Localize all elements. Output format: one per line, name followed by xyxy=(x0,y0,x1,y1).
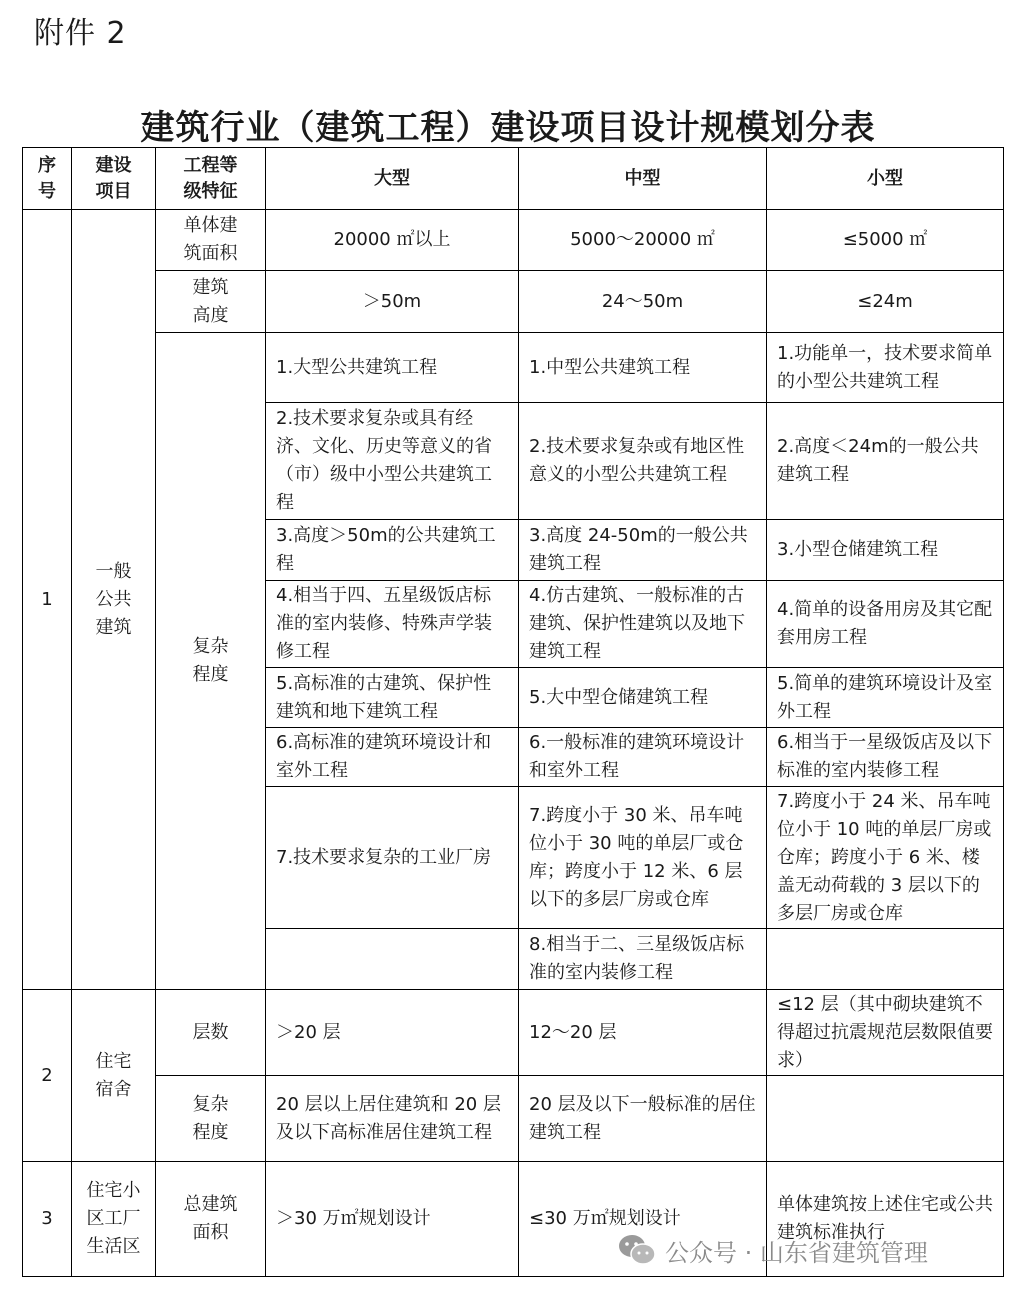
medium-cell: 5.大中型仓储建筑工程 xyxy=(519,668,767,728)
page-title: 建筑行业（建筑工程）建设项目设计规模划分表 xyxy=(140,108,876,148)
large-cell xyxy=(266,929,519,990)
seq-cell: 1 xyxy=(23,210,72,990)
small-cell: ≤24m xyxy=(767,271,1004,333)
medium-cell: 1.中型公共建筑工程 xyxy=(519,333,767,403)
medium-cell: ≤30 万㎡规划设计 xyxy=(519,1162,767,1277)
medium-cell: 3.高度 24-50m的一般公共建筑工程 xyxy=(519,520,767,581)
feature-cell: 总建筑面积 xyxy=(156,1162,266,1277)
table-row xyxy=(23,1076,1004,1162)
watermark-text: 公众号 · 山东省建筑管理 xyxy=(665,1238,928,1267)
feature-cell: 层数 xyxy=(156,990,266,1076)
design-scale-table xyxy=(22,147,1004,1277)
large-cell: 20000 ㎡以上 xyxy=(266,210,519,271)
attachment-label: 附件 2 xyxy=(34,16,127,51)
small-cell: 单体建筑按上述住宅或公共建筑标准执行 xyxy=(767,1162,1004,1277)
large-cell: ＞20 层 xyxy=(266,990,519,1076)
small-cell: 3.小型仓储建筑工程 xyxy=(767,520,1004,581)
medium-cell: 24～50m xyxy=(519,271,767,333)
feature-cell: 复杂程度 xyxy=(156,1076,266,1162)
project-cell: 一般公共建筑 xyxy=(72,210,156,990)
header-row xyxy=(23,148,1004,210)
large-cell: 3.高度＞50m的公共建筑工程 xyxy=(266,520,519,581)
header-feature: 工程等级特征 xyxy=(156,148,266,210)
medium-cell: 2.技术要求复杂或有地区性意义的小型公共建筑工程 xyxy=(519,403,767,520)
medium-cell: 4.仿古建筑、一般标准的古建筑、保护性建筑以及地下建筑工程 xyxy=(519,581,767,668)
small-cell: ≤12 层（其中砌块建筑不得超过抗震规范层数限值要求） xyxy=(767,990,1004,1076)
table-row xyxy=(23,333,1004,403)
header-seq: 序号 xyxy=(23,148,72,210)
feature-cell: 单体建筑面积 xyxy=(156,210,266,271)
small-cell xyxy=(767,1076,1004,1162)
medium-cell: 5000～20000 ㎡ xyxy=(519,210,767,271)
small-cell: 5.简单的建筑环境设计及室外工程 xyxy=(767,668,1004,728)
header-small: 小型 xyxy=(767,148,1004,210)
table-row xyxy=(23,990,1004,1076)
small-cell: 7.跨度小于 24 米、吊车吨位小于 10 吨的单层厂房或仓库；跨度小于 6 米、楼盖无动荷载的 3 层以下的多层厂房或仓库 xyxy=(767,787,1004,929)
small-cell: ≤5000 ㎡ xyxy=(767,210,1004,271)
wechat-icon xyxy=(617,1233,657,1267)
small-cell xyxy=(767,929,1004,990)
watermark xyxy=(617,1232,928,1268)
large-cell: 2.技术要求复杂或具有经济、文化、历史等意义的省（市）级中小型公共建筑工程 xyxy=(266,403,519,520)
medium-cell: 8.相当于二、三星级饭店标准的室内装修工程 xyxy=(519,929,767,990)
project-cell: 住宅小区工厂生活区 xyxy=(72,1162,156,1277)
small-cell: 4.简单的设备用房及其它配套用房工程 xyxy=(767,581,1004,668)
seq-cell: 2 xyxy=(23,990,72,1162)
large-cell: 7.技术要求复杂的工业厂房 xyxy=(266,787,519,929)
table-row xyxy=(23,271,1004,333)
large-cell: 20 层以上居住建筑和 20 层及以下高标准居住建筑工程 xyxy=(266,1076,519,1162)
project-cell: 住宅宿舍 xyxy=(72,990,156,1162)
table-row xyxy=(23,210,1004,271)
small-cell: 6.相当于一星级饭店及以下标准的室内装修工程 xyxy=(767,728,1004,787)
large-cell: 6.高标准的建筑环境设计和室外工程 xyxy=(266,728,519,787)
header-large: 大型 xyxy=(266,148,519,210)
medium-cell: 12～20 层 xyxy=(519,990,767,1076)
seq-cell: 3 xyxy=(23,1162,72,1277)
header-medium: 中型 xyxy=(519,148,767,210)
large-cell: 5.高标准的古建筑、保护性建筑和地下建筑工程 xyxy=(266,668,519,728)
large-cell: ＞30 万㎡规划设计 xyxy=(266,1162,519,1277)
large-cell: 1.大型公共建筑工程 xyxy=(266,333,519,403)
header-project: 建设项目 xyxy=(72,148,156,210)
medium-cell: 20 层及以下一般标准的居住建筑工程 xyxy=(519,1076,767,1162)
medium-cell: 7.跨度小于 30 米、吊车吨位小于 30 吨的单层厂或仓库；跨度小于 12 米、6 层以下的多层厂房或仓库 xyxy=(519,787,767,929)
small-cell: 2.高度＜24m的一般公共建筑工程 xyxy=(767,403,1004,520)
large-cell: 4.相当于四、五星级饭店标准的室内装修、特殊声学装修工程 xyxy=(266,581,519,668)
feature-cell: 建筑高度 xyxy=(156,271,266,333)
large-cell: ＞50m xyxy=(266,271,519,333)
feature-cell: 复杂程度 xyxy=(156,333,266,990)
small-cell: 1.功能单一，技术要求简单的小型公共建筑工程 xyxy=(767,333,1004,403)
medium-cell: 6.一般标准的建筑环境设计和室外工程 xyxy=(519,728,767,787)
